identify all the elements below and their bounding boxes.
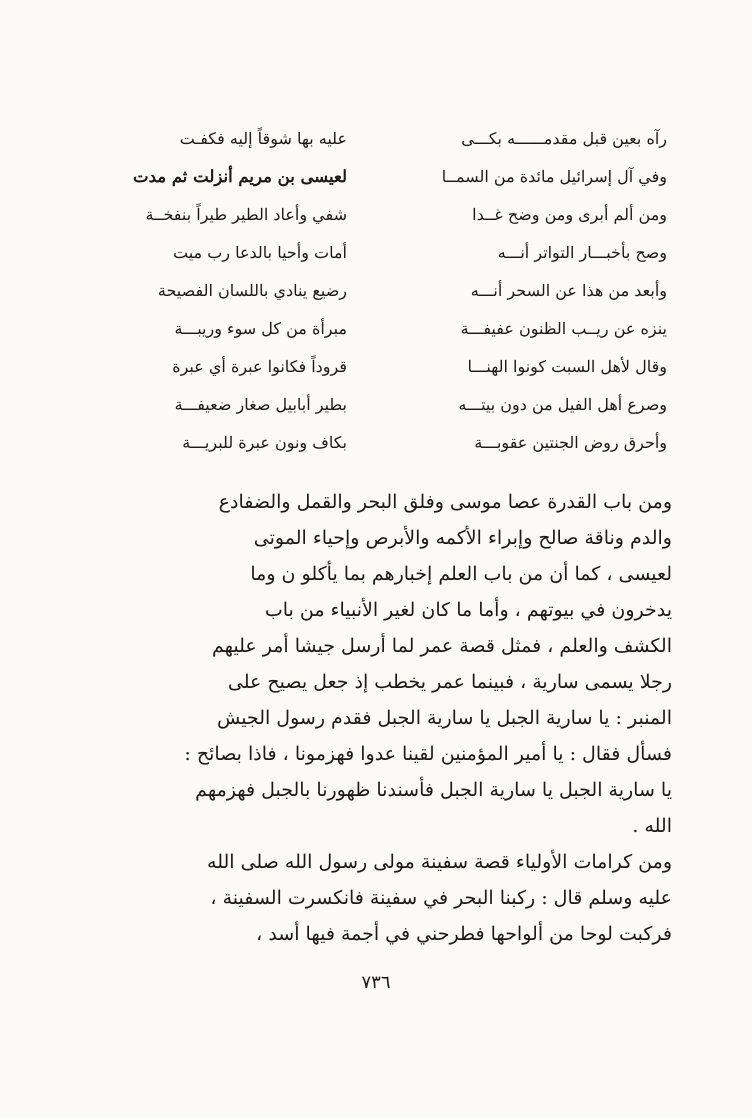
verse-first-hemistich: وفي آل إسرائيل مائدة من السمــا (441, 167, 667, 186)
verse-first-hemistich: ومن ألم أبرى ومن وضح غــدا (472, 205, 667, 224)
paragraph-line: ومن باب القدرة عصا موسى وفلق البحر والقمل والضفادع (218, 491, 672, 513)
page-number: ٧٣٦ (361, 972, 391, 993)
paragraph-line: لعيسى ، كما أن من باب العلم إخبارهم بما يأكلو ن وما (250, 563, 672, 585)
verse-row (92, 196, 667, 234)
paragraph-line: عليه وسلم قال : ركبنا البحر في سفينة فانكسرت السفينة ، (210, 887, 672, 909)
verse-row (92, 310, 667, 348)
verse-second-hemistich: قروداً فكانوا عبرة أي عبرة (172, 357, 347, 376)
verse-second-hemistich: بطير أبابيل صغار ضعيفـــة (174, 395, 347, 414)
paragraph-miracles (104, 484, 672, 844)
paragraph-line: والدم وناقة صالح وإبراء الأكمه والأبرص وإحياء الموتى (253, 527, 672, 549)
paragraph-line: فركبت لوحا من ألواحها فطرحني في أجمة فيها أسد ، (256, 923, 672, 945)
paragraph-line: ومن كرامات الأولياء قصة سفينة مولى رسول الله صلى الله (207, 851, 672, 873)
poem-verses (92, 120, 667, 480)
paragraph-line: رجلا يسمى سارية ، فبينما عمر يخطب إذ جعل يصيح على (227, 671, 672, 693)
verse-row (92, 158, 667, 196)
verse-second-hemistich: أمات وأحيا بالدعا رب ميت (173, 243, 347, 262)
verse-first-hemistich: وأحرق روض الجنتين عقوبـــة (474, 433, 667, 452)
verse-second-hemistich: لعيسى بن مريم أنزلت ثم مدت (133, 167, 347, 186)
paragraph-line: المنبر : يا سارية الجبل يا سارية الجبل فقدم رسول الجيش (216, 707, 672, 729)
paragraph-line: الله . (632, 815, 672, 837)
verse-first-hemistich: ينزه عن ريــب الظنون عفيفـــة (460, 319, 667, 338)
paragraph-line: يا سارية الجبل يا سارية الجبل فأسندنا ظهورنا بالجبل فهزمهم (195, 779, 672, 801)
paragraph-karamat (104, 844, 672, 952)
verse-first-hemistich: وصرع أهل الفيل من دون بيتـــه (458, 395, 667, 414)
verse-row (92, 272, 667, 310)
verse-row (92, 120, 667, 158)
verse-row (92, 386, 667, 424)
verse-second-hemistich: بكاف ونون عبرة للبريـــة (182, 433, 347, 452)
verse-second-hemistich: رضيع ينادي باللسان الفصيحة (157, 281, 347, 300)
paragraph-line: الكشف والعلم ، فمثل قصة عمر لما أرسل جيشا أمر عليهم (211, 635, 672, 657)
verse-first-hemistich: وأبعد من هذا عن السحر أنـــه (470, 281, 667, 300)
verse-row (92, 234, 667, 272)
verse-row (92, 348, 667, 386)
verse-second-hemistich: مبرأة من كل سوء وريبـــة (174, 319, 347, 338)
verse-first-hemistich: رآه بعين قبل مقدمــــــه بكـــى (461, 129, 667, 148)
paragraph-line: فسأل فقال : يا أمير المؤمنين لقينا عدوا فهزمونا ، فاذا بصائح : (184, 743, 672, 765)
verse-first-hemistich: وصح بأخبـــار التواتر أنـــه (497, 243, 667, 262)
paragraph-line: يدخرون في بيوتهم ، وأما ما كان لغير الأنبياء من باب (264, 599, 672, 621)
verse-second-hemistich: عليه بها شوقاً إليه فكفـت (179, 129, 347, 148)
verse-row (92, 424, 667, 462)
verse-first-hemistich: وقال لأهل السبت كونوا الهنـــا (467, 357, 667, 376)
verse-second-hemistich: شفي وأعاد الطير طيراً بنفخــة (145, 205, 347, 224)
